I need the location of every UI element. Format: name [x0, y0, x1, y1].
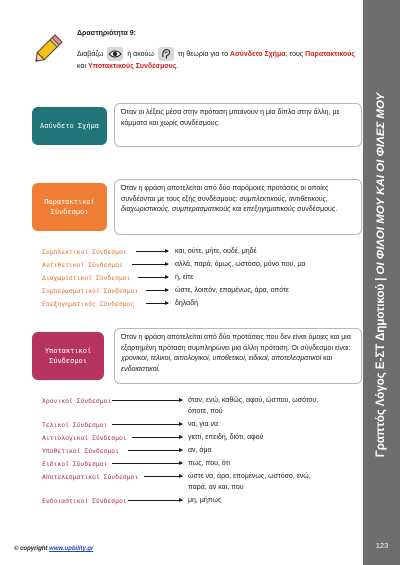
- parataktikoi-label: Παρατακτικοί Σύνδεσμοι: [44, 198, 95, 216]
- activity-text-3: τη θεωρία για το: [177, 50, 228, 58]
- conjunction-values: ή, είτε: [175, 274, 194, 281]
- list-item: [42, 420, 362, 430]
- list-item: [42, 496, 362, 506]
- arrow-icon: [138, 277, 168, 278]
- conjunction-type: Διαχωριστικοί Σύνδεσμοι: [42, 274, 131, 282]
- activity-text-2: ή ακούω: [127, 50, 154, 58]
- activity-text-4: , τους: [285, 50, 304, 58]
- conjunction-type: Αποτελεσματικοί Σύνδεσμοι: [42, 473, 139, 481]
- conjunction-values: όταν, ενώ, καθώς, αφού, ώσπου, ωσότου,: [188, 397, 319, 404]
- arrow-icon: [112, 463, 182, 464]
- arrow-icon: [144, 476, 182, 477]
- conjunction-type: Υποθετικοί Σύνδεσμοι: [42, 447, 119, 455]
- conjunction-type: Αιτιολογικοί Σύνδεσμοι: [42, 434, 127, 442]
- sidebar-course: Γραπτός Λόγος Ε-ΣΤ Δημοτικού: [375, 283, 387, 458]
- conjunction-type: Αντιθετικοί Σύνδεσμοι: [42, 261, 123, 269]
- conjunction-type: Χρονικοί Σύνδεσμοι: [42, 397, 112, 405]
- highlight-parataktikoi: Παρατακτικούς: [305, 50, 356, 58]
- list-item: [42, 446, 362, 456]
- ypotaktikoi-description-1: Όταν η φράση αποτελείται από δύο προτάσεις που δεν είναι όμοιες και μια εξαρτημένη πρόταση συμπληρώνει μια άλλη πρόταση. Οι σύνδεσμοι είναι:: [121, 334, 351, 352]
- parataktikoi-description-2: και: [230, 206, 244, 213]
- page-number: 123: [375, 541, 389, 550]
- footer-link[interactable]: www.upbility.gr: [49, 546, 94, 552]
- list-item: [42, 433, 362, 443]
- asyndeto-description: Όταν οι λέξεις μέσα στην πρόταση μπαίνουν η μία δίπλα στην άλλη, με κόμματα και χωρίς συνδέσμους.: [121, 109, 340, 127]
- sidebar-title: [375, 25, 387, 525]
- conjunction-values: γιατί, επειδή, διότι, αφού: [188, 434, 264, 441]
- activity-title: Δραστηριότητα 9:: [77, 30, 137, 37]
- conjunction-type: Επεξηγηματικός Σύνδεσμος: [42, 300, 135, 308]
- conjunction-values: αλλά, παρά, όμως, ωστόσο, μόνο που, μα: [175, 261, 306, 268]
- copyright-footer: [14, 546, 93, 552]
- arrow-icon: [146, 290, 168, 291]
- ypotaktikoi-label: Υποτακτικοί Σύνδεσμοι: [44, 347, 92, 365]
- conjunction-values: να, για να: [188, 421, 219, 428]
- parataktikoi-description-italic: συμπλεκτικούς, αντιθετικούς, διαχωριστικούς, συμπερασματικούς: [121, 195, 329, 213]
- pencil-icon: [33, 30, 67, 64]
- parataktikoi-description-box: [114, 179, 362, 235]
- conjunction-values-continued: όποτε, πού: [188, 408, 223, 415]
- conjunction-type: Συμπερασματικοί Σύνδεσμοι: [42, 287, 139, 295]
- ypotaktikoi-description-box: [114, 328, 362, 384]
- arrow-icon: [136, 251, 168, 252]
- parataktikoi-description-italic-2: επεξηγηματικούς: [243, 206, 296, 213]
- conjunction-values: και, ούτε, μήτε, ουδέ, μηδέ: [175, 248, 257, 255]
- conjunction-values: αν, άμα: [188, 447, 212, 454]
- conjunction-type: Συμπλεκτικοί Σύνδεσμοι: [42, 248, 127, 256]
- list-item: [42, 286, 362, 296]
- asyndeto-label: Ασύνδετο Σχήμα: [39, 122, 99, 130]
- conjunction-values: δηλαδή: [175, 300, 199, 307]
- parataktikoi-description-1: Όταν η φράση αποτελείται από δύο παρόμοιες προτάσεις οι οποίες συνδέονται με τους εξής συνδέσμους:: [121, 185, 329, 203]
- list-item-continued: [42, 483, 362, 493]
- arrow-icon: [128, 500, 182, 501]
- list-item: [42, 396, 362, 406]
- activity-text-6: .: [176, 63, 179, 70]
- highlight-ypotaktikoi: Υποτακτικούς Συνδέσμους: [87, 63, 177, 70]
- list-item: [42, 459, 362, 469]
- ypotaktikoi-description-italic-2: ενδοιαστικοί.: [121, 365, 161, 373]
- ypotaktikoi-description-2: και: [321, 355, 333, 362]
- ypotaktikoi-description-italic: χρονικοί, τελικοί, αιτιολογικοί, υποθετικοί, ειδικοί, αποτελεσματικοί: [121, 355, 322, 362]
- activity-text-1: Διαβάζω: [77, 50, 104, 58]
- list-item: [42, 299, 362, 309]
- asyndeto-label-box: [32, 107, 107, 145]
- arrow-icon: [132, 437, 182, 438]
- activity-instructions: [77, 47, 357, 72]
- list-item: [42, 260, 362, 270]
- conjunction-values: πως, που, ότι: [188, 460, 230, 467]
- conjunction-values: ώστε, λοιπόν, επομένως, άρα, οπότε: [175, 287, 289, 294]
- conjunction-values: μη, μήπως: [188, 497, 222, 504]
- sidebar-unit: ΟΙ ΦΙΛΟΙ ΜΟΥ ΚΑΙ ΟΙ ΦΙΛΕΣ ΜΟΥ: [375, 92, 387, 275]
- list-item: [42, 247, 362, 257]
- parataktikoi-description-3: συνδέσμους.: [295, 206, 338, 213]
- eye-icon[interactable]: [107, 47, 123, 61]
- list-item-continued: [42, 407, 362, 417]
- sidebar-separator: |: [375, 277, 387, 281]
- ear-icon[interactable]: [158, 47, 174, 61]
- highlight-asyndeto: Ασύνδετο Σχήμα: [229, 50, 286, 58]
- asyndeto-description-box: [114, 103, 362, 147]
- conjunction-values: ώστε να, άρα, επομένως, ωστόσο, ενώ,: [188, 473, 311, 480]
- conjunction-type: Ειδικοί Σύνδεσμοι: [42, 460, 108, 468]
- arrow-icon: [112, 400, 182, 401]
- arrow-icon: [112, 424, 182, 425]
- arrow-icon: [128, 450, 182, 451]
- copyright-text: © copyright: [14, 546, 48, 552]
- list-item: [42, 472, 362, 482]
- list-item: [42, 273, 362, 283]
- conjunction-values-continued: παρά, αν και, που: [188, 484, 244, 491]
- conjunction-type: Τελικοί Σύνδεσμοι: [42, 421, 108, 429]
- arrow-icon: [132, 264, 168, 265]
- conjunction-type: Ενδοιαστικοί Σύνδεσμοι: [42, 497, 127, 505]
- parataktikoi-label-box: [32, 183, 107, 231]
- ypotaktikoi-label-box: [32, 332, 104, 380]
- arrow-icon: [146, 303, 168, 304]
- activity-text-5: και: [77, 63, 87, 70]
